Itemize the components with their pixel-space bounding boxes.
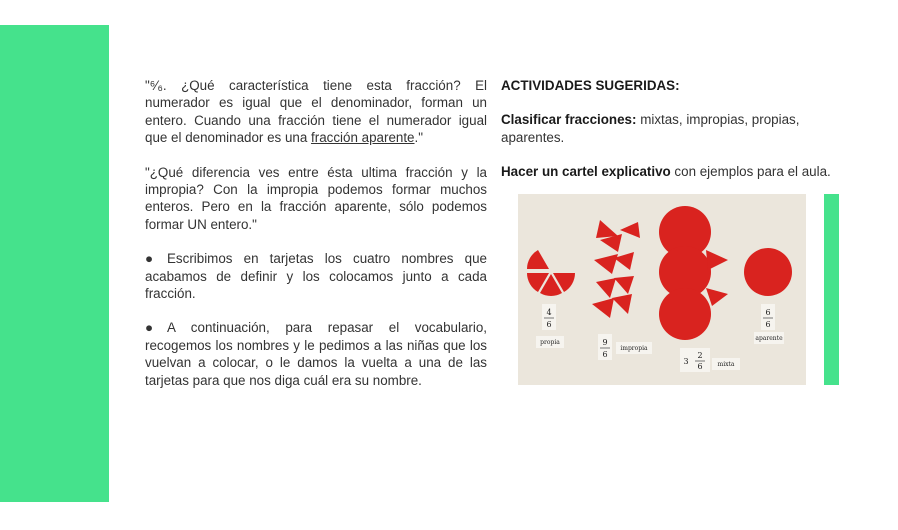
card-aparente-label: [754, 332, 784, 344]
card-propia-den: 6: [546, 320, 552, 329]
activity-clasificar: Clasificar fracciones: mixtas, impropias, propias, aparentes.: [501, 112, 800, 145]
card-propia-num: 4: [546, 308, 552, 317]
activity-cartel: Hacer un cartel explicativo con ejemplos para el aula.: [501, 164, 831, 180]
card-impropia-label: [616, 342, 652, 354]
paragraph-fraction-aparente: "⁶⁄₆. ¿Qué característica tiene esta fracción? El numerador es igual que el denominador, forman un entero. Cuando una fracción tiene el numerador igual que el denominador es una fracción aparente.": [145, 78, 487, 146]
card-mixta-label: [712, 358, 740, 370]
svg-text:6: 6: [765, 308, 771, 317]
card-mixta-fraction: [680, 348, 710, 372]
aparente-fraction-circle: [744, 248, 792, 296]
svg-text:2: 2: [697, 351, 703, 360]
card-propia-label: [536, 336, 564, 348]
card-aparente-fraction: [761, 304, 775, 330]
bullet-item-vocabulario: ● A continuación, para repasar el vocabulario, recogemos los nombres y le pedimos a las niñas que los vuelvan a colocar, o le damos la vuelta a una de las tarjetas para que nos diga cuál era su nombre.: [145, 320, 487, 388]
svg-text:3: 3: [683, 357, 689, 366]
fraccion-aparente-term: fracción aparente: [311, 130, 415, 146]
fractions-illustration: [518, 194, 806, 385]
svg-text:propia: propia: [540, 339, 560, 346]
left-text-column: [145, 77, 487, 406]
svg-text:impropia: impropia: [620, 345, 648, 352]
fractions-photo: [518, 194, 806, 385]
paragraph-diferencia: "¿Qué diferencia ves entre ésta ultima fracción y la impropia? Con la impropia podemos formar muchos enteros. Pero en la fracción aparente, sólo podemos formar UN entero.": [145, 164, 487, 232]
accent-bar-right: [824, 194, 839, 385]
right-text-column: [501, 77, 861, 198]
svg-text:mixta: mixta: [717, 361, 735, 368]
card-impropia-fraction: [598, 334, 612, 360]
bullet-dot-icon: ●: [145, 251, 154, 267]
svg-text:6: 6: [602, 350, 608, 359]
bullet-dot-icon: ●: [145, 320, 154, 336]
svg-text:9: 9: [602, 338, 608, 347]
svg-text:6: 6: [697, 362, 703, 371]
card-propia-fraction: [542, 304, 556, 330]
accent-bar-left: [0, 25, 109, 502]
svg-text:6: 6: [765, 320, 771, 329]
svg-text:aparente: aparente: [755, 335, 783, 342]
bullet-item-tarjetas: ● Escribimos en tarjetas los cuatro nombres que acabamos de definir y los colocamos junto a cada fracción.: [145, 251, 487, 302]
activities-heading: ACTIVIDADES SUGERIDAS:: [501, 78, 680, 93]
